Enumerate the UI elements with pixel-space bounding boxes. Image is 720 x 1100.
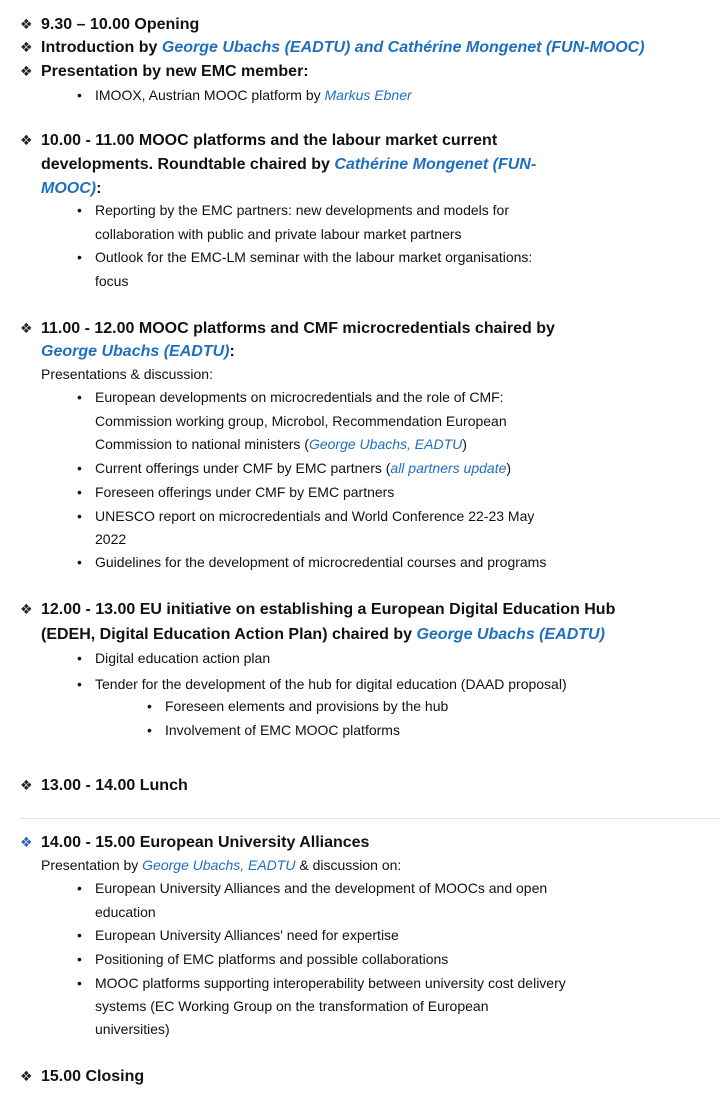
list-item-cont: Commission working group, Microbol, Recommendation European bbox=[95, 413, 507, 429]
diamond-bullet-icon: ❖ bbox=[20, 1068, 33, 1084]
subheading: Presentations & discussion: bbox=[41, 366, 213, 382]
bullet-icon: • bbox=[77, 484, 82, 500]
list-item-cont: 2022 bbox=[95, 531, 127, 547]
list-item: Positioning of EMC platforms and possible collaborations bbox=[95, 951, 449, 967]
bullet-icon: • bbox=[77, 951, 82, 967]
bullet-icon: • bbox=[77, 927, 82, 943]
george-ubachs-link[interactable]: George Ubachs (EADTU) bbox=[41, 343, 230, 360]
opening-heading: 9.30 – 10.00 Opening bbox=[41, 16, 200, 33]
all-partners-update-link[interactable]: all partners update bbox=[390, 460, 507, 476]
presentation-heading: Presentation by new EMC member: bbox=[41, 63, 309, 80]
diamond-bullet-icon: ❖ bbox=[20, 601, 33, 617]
diamond-bullet-icon: ❖ bbox=[20, 132, 33, 148]
list-item: European University Alliances and the development of MOOCs and open bbox=[95, 880, 548, 896]
list-item: Tender for the development of the hub for digital education (DAAD proposal) bbox=[95, 676, 567, 692]
bullet-icon: • bbox=[77, 975, 82, 991]
list-item-cont: Commission to national ministers (George Ubachs, EADTU) bbox=[95, 436, 467, 452]
labour-market-heading: 10.00 - 11.00 MOOC platforms and the labour market current bbox=[41, 132, 498, 149]
bullet-icon: • bbox=[77, 508, 82, 524]
subheading: Presentation by George Ubachs, EADTU & discussion on: bbox=[41, 857, 402, 873]
list-item-cont: systems (EC Working Group on the transformation of European bbox=[95, 998, 489, 1014]
alliances-heading: 14.00 - 15.00 European University Alliances bbox=[41, 834, 370, 851]
list-item-cont: education bbox=[95, 904, 156, 920]
list-item: Current offerings under CMF by EMC partners (all partners update) bbox=[95, 460, 512, 476]
bullet-icon: • bbox=[77, 87, 82, 103]
list-item: European developments on microcredentials and the role of CMF: bbox=[95, 389, 504, 405]
list-item: UNESCO report on microcredentials and World Conference 22-23 May bbox=[95, 508, 535, 524]
diamond-bullet-icon: ❖ bbox=[20, 777, 33, 793]
diamond-bullet-icon: ❖ bbox=[20, 39, 33, 55]
list-item: MOOC platforms supporting interoperability between university cost delivery bbox=[95, 975, 566, 991]
list-item-cont: universities) bbox=[95, 1021, 170, 1037]
bullet-icon: • bbox=[77, 460, 82, 476]
microcredentials-heading: 11.00 - 12.00 MOOC platforms and CMF microcredentials chaired by bbox=[41, 320, 555, 337]
diamond-bullet-icon: ❖ bbox=[20, 16, 33, 32]
list-item: Foreseen offerings under CMF by EMC partners bbox=[95, 484, 395, 500]
digital-hub-heading: 12.00 - 13.00 EU initiative on establishing a European Digital Education Hub bbox=[41, 601, 616, 618]
list-item-cont: collaboration with public and private labour market partners bbox=[95, 226, 462, 242]
sub-bullet-icon: • bbox=[147, 698, 152, 714]
lunch-heading: 13.00 - 14.00 Lunch bbox=[41, 777, 188, 794]
list-item: Reporting by the EMC partners: new developments and models for bbox=[95, 202, 509, 218]
sub-list-item: Involvement of EMC MOOC platforms bbox=[165, 722, 400, 738]
bullet-icon: • bbox=[77, 554, 82, 570]
digital-hub-heading-line2: (EDEH, Digital Education Action Plan) chaired by George Ubachs (EADTU) bbox=[41, 626, 605, 643]
diamond-bullet-icon: ❖ bbox=[20, 834, 33, 850]
bullet-icon: • bbox=[77, 202, 82, 218]
list-item: Outlook for the EMC-LM seminar with the labour market organisations: bbox=[95, 249, 533, 265]
bullet-icon: • bbox=[77, 880, 82, 896]
bullet-icon: • bbox=[77, 249, 82, 265]
list-item: IMOOX, Austrian MOOC platform by Markus Ebner bbox=[95, 87, 412, 103]
bullet-icon: • bbox=[77, 650, 82, 666]
labour-market-heading-line3: MOOC): bbox=[41, 180, 102, 197]
markus-ebner-link[interactable]: Markus Ebner bbox=[324, 87, 412, 103]
george-ubachs-link[interactable]: George Ubachs, EADTU bbox=[308, 436, 463, 452]
catherine-mongenet-link-cont[interactable]: MOOC) bbox=[41, 180, 97, 197]
list-item: Digital education action plan bbox=[95, 650, 271, 666]
labour-market-heading-line2: developments. Roundtable chaired by Cathérine Mongenet (FUN- bbox=[41, 156, 537, 173]
closing-heading: 15.00 Closing bbox=[41, 1068, 145, 1085]
sub-list-item: Foreseen elements and provisions by the hub bbox=[165, 698, 449, 714]
list-item: Guidelines for the development of microcredential courses and programs bbox=[95, 554, 547, 570]
introduction-heading: Introduction by George Ubachs (EADTU) and Cathérine Mongenet (FUN-MOOC) bbox=[41, 39, 645, 56]
microcredentials-heading-line2: George Ubachs (EADTU): bbox=[41, 343, 235, 360]
introduction-names-link[interactable]: George Ubachs (EADTU) and Cathérine Mongenet (FUN-MOOC) bbox=[161, 39, 645, 56]
diamond-bullet-icon: ❖ bbox=[20, 63, 33, 79]
sub-bullet-icon: • bbox=[147, 722, 152, 738]
george-ubachs-link[interactable]: George Ubachs, EADTU bbox=[142, 857, 296, 873]
george-ubachs-link[interactable]: George Ubachs (EADTU) bbox=[416, 626, 605, 643]
catherine-mongenet-link[interactable]: Cathérine Mongenet (FUN- bbox=[334, 156, 537, 173]
bullet-icon: • bbox=[77, 676, 82, 692]
list-item-cont: focus bbox=[95, 273, 129, 289]
diamond-bullet-icon: ❖ bbox=[20, 320, 33, 336]
bullet-icon: • bbox=[77, 389, 82, 405]
divider bbox=[20, 818, 720, 819]
list-item: European University Alliances' need for expertise bbox=[95, 927, 399, 943]
